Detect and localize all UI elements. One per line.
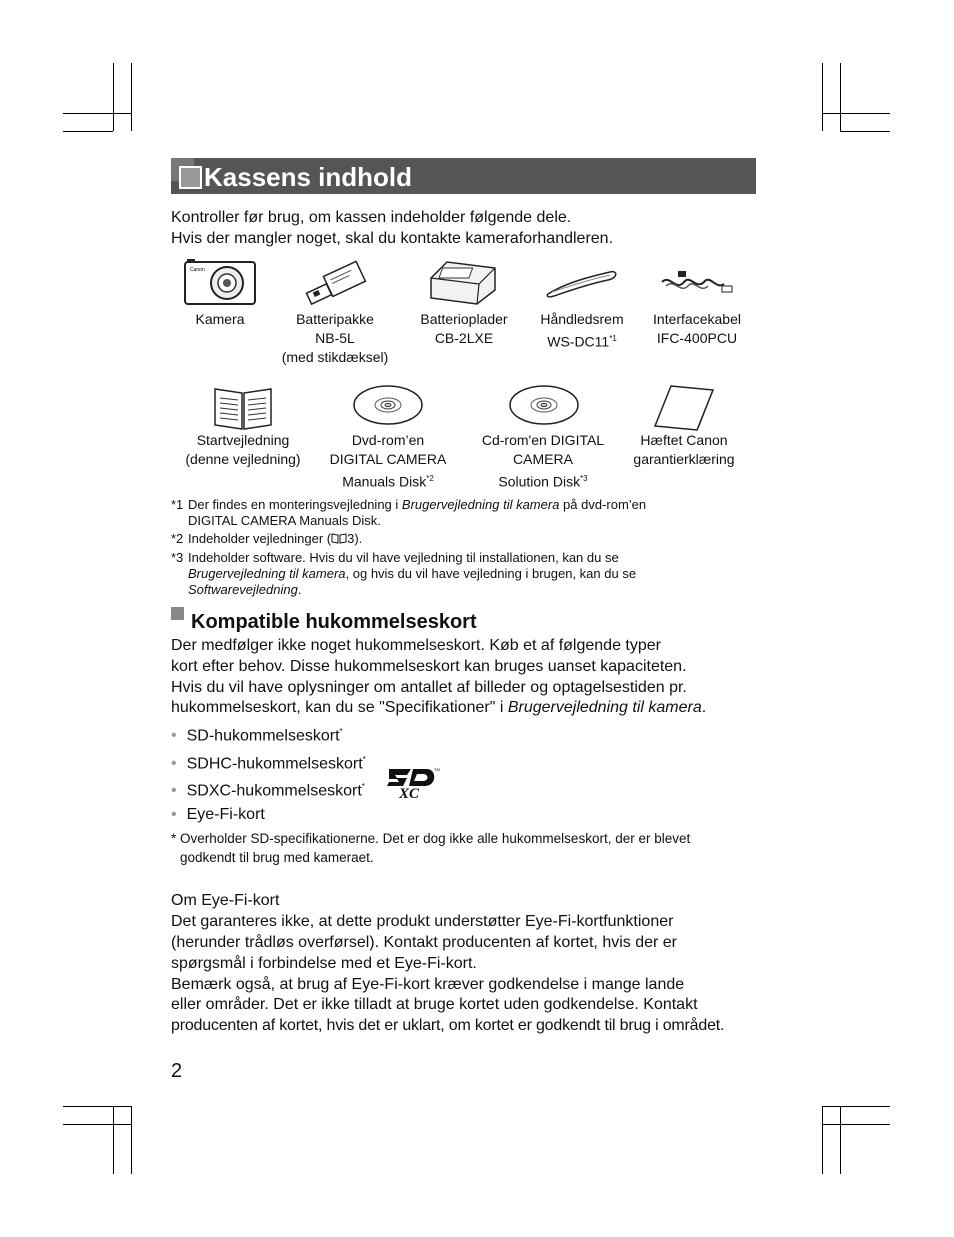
page-number: 2 bbox=[171, 1060, 183, 1082]
wrist-strap-icon bbox=[544, 266, 620, 300]
item-label-getting-started: Startvejledning (denne vejledning) bbox=[185, 432, 301, 467]
memory-paragraph-line: Hvis du vil have oplysninger om antallet af billeder og optagelsestiden pr. bbox=[171, 679, 687, 696]
intro-line: Hvis der mangler noget, skal du kontakte kameraforhandleren. bbox=[171, 230, 614, 247]
svg-text:TM: TM bbox=[434, 767, 440, 772]
eyefi-heading: Om Eye-Fi-kort bbox=[171, 892, 280, 909]
crop-mark bbox=[822, 113, 890, 114]
crop-mark bbox=[63, 131, 113, 132]
svg-text:XC: XC bbox=[399, 786, 420, 799]
crop-mark bbox=[822, 1106, 823, 1174]
item-label-interface-cable: Interfacekabel IFC-400PCU bbox=[653, 311, 741, 346]
subsection-title: Kompatible hukommelseskort bbox=[191, 611, 477, 633]
crop-mark bbox=[63, 1124, 131, 1125]
item-label-solution-disk: Cd-rom'en DIGITAL CAMERA Solution Disk$^{*3}$ bbox=[481, 432, 605, 490]
memory-card-bullet: • SDHC-hukommelseskort* bbox=[171, 755, 366, 773]
memory-card-bullet: • Eye-Fi-kort bbox=[171, 806, 265, 823]
footnote-2: *2 Indeholder vejledninger ( 3). bbox=[171, 531, 363, 546]
item-label-battery-charger: Batterioplader CB-2LXE bbox=[420, 311, 508, 346]
svg-text:Canon: Canon bbox=[190, 267, 205, 273]
disc-icon bbox=[352, 384, 424, 426]
page-title: Kassens indhold bbox=[204, 162, 413, 192]
crop-mark bbox=[113, 63, 114, 131]
interface-cable-icon bbox=[656, 268, 734, 298]
title-square-decoration bbox=[179, 166, 202, 189]
intro-line: Kontroller før brug, om kassen indeholder følgende dele. bbox=[171, 209, 572, 226]
memory-paragraph-line: hukommelseskort, kan du se "Specifikationer" i Brugervejledning til kamera. bbox=[171, 699, 707, 716]
crop-mark bbox=[113, 1106, 114, 1174]
crop-mark bbox=[131, 63, 132, 131]
camera-icon bbox=[183, 258, 257, 306]
memory-card-bullet: • SD-hukommelseskort* bbox=[171, 727, 343, 745]
crop-mark bbox=[840, 131, 890, 132]
item-label-wrist-strap: Håndledsrem WS-DC11$^{*1}$ bbox=[540, 311, 624, 350]
item-label-manuals-disk: Dvd-rom’en DIGITAL CAMERA Manuals Disk$^{*2}$ bbox=[329, 432, 447, 490]
item-label-warranty: Hæftet Canon garantierklæring bbox=[633, 432, 735, 467]
book-reference-icon bbox=[331, 532, 347, 544]
crop-mark bbox=[822, 1106, 890, 1107]
subsection-square-decoration bbox=[171, 607, 184, 620]
battery-charger-icon bbox=[425, 256, 501, 308]
crop-mark bbox=[822, 63, 823, 131]
crop-mark bbox=[840, 63, 841, 131]
memory-card-bullet: • SDXC-hukommelseskort* bbox=[171, 782, 365, 800]
eyefi-paragraph-line: Det garanteres ikke, at dette produkt understøtter Eye-Fi-kortfunktioner bbox=[171, 913, 674, 930]
eyefi-paragraph-line: producenten af kortet, hvis det er uklart, om kortet er godkendt til brug i området. bbox=[171, 1017, 725, 1034]
crop-mark bbox=[822, 1124, 890, 1125]
item-label-battery-pack: Batteripakke NB-5L (med stikdæksel) bbox=[281, 311, 389, 365]
footnote-3: *3 Indeholder software. Hvis du vil have vejledning til installationen, kan du se Brugervejledning til kamera, og hvis du vil have vejledning i brugen, kan du se Softwarevejledning. bbox=[171, 550, 637, 597]
memory-paragraph-line: kort efter behov. Disse hukommelseskort kan bruges uanset kapaciteten. bbox=[171, 658, 687, 675]
memory-paragraph-line: Der medfølger ikke noget hukommelseskort. Køb et af følgende typer bbox=[171, 637, 661, 654]
item-label-camera: Kamera bbox=[195, 311, 245, 327]
crop-mark bbox=[63, 113, 131, 114]
battery-pack-icon bbox=[304, 256, 370, 306]
sdxc-logo-icon bbox=[385, 765, 441, 799]
eyefi-paragraph-line: spørgsmål i forbindelse med et Eye-Fi-kort. bbox=[171, 955, 477, 972]
warranty-card-icon bbox=[653, 384, 715, 432]
crop-mark bbox=[63, 1106, 131, 1107]
crop-mark bbox=[840, 1106, 841, 1174]
eyefi-paragraph-line: Bemærk også, at brug af Eye-Fi-kort kræver godkendelse i mange lande bbox=[171, 976, 685, 993]
footnote-1: *1 Der findes en monteringsvejledning i Brugervejledning til kamera på dvd-rom’en DIGITAL CAMERA Manuals Disk. bbox=[171, 497, 647, 528]
eyefi-paragraph-line: eller områder. Det er ikke tilladt at bruge kortet uden godkendelse. Kontakt bbox=[171, 996, 698, 1013]
disc-icon bbox=[508, 384, 580, 426]
crop-mark bbox=[131, 1106, 132, 1174]
booklet-icon bbox=[213, 385, 273, 431]
eyefi-paragraph-line: (herunder trådløs overførsel). Kontakt producenten af kortet, hvis der er bbox=[171, 934, 678, 951]
